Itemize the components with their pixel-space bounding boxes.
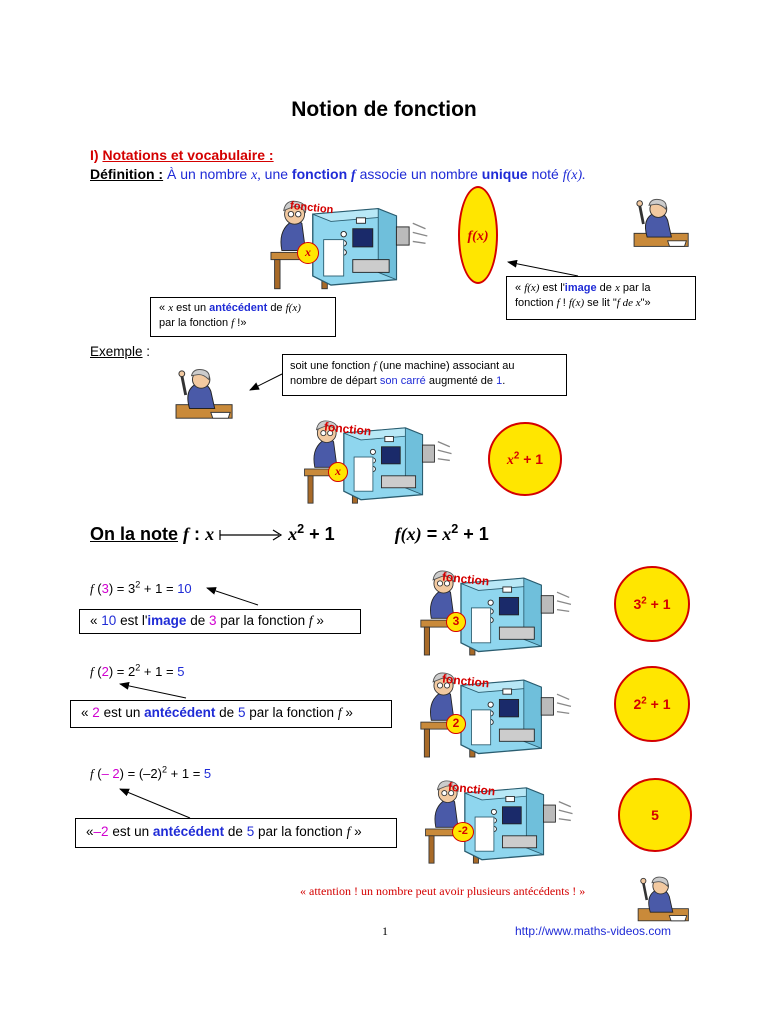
arrow <box>250 374 282 390</box>
box-text: est un <box>112 824 150 839</box>
example-equation <box>90 581 192 597</box>
bubble-fx: f(x) <box>524 282 540 294</box>
professor-icon <box>632 874 698 926</box>
box-strong: antécédent <box>152 824 225 839</box>
quote-open: « <box>86 824 94 839</box>
eq-text: = (–2) <box>127 766 162 781</box>
machine-drawing <box>410 776 600 870</box>
bubble-f: f <box>556 297 560 309</box>
note-plus2: + 1 <box>463 524 489 544</box>
eq-f: f <box>90 581 94 596</box>
output-circle <box>614 666 690 742</box>
note-sup2: 2 <box>451 522 459 536</box>
eq-arg: 3 <box>101 581 109 596</box>
page-title: Notion de fonction <box>291 98 477 121</box>
machine-illustration <box>410 776 600 870</box>
arrow <box>207 588 258 605</box>
output-base: 3 <box>633 596 642 612</box>
note-f: f <box>183 524 190 544</box>
note-sup: 2 <box>297 522 305 536</box>
bubble-text: fonction <box>515 297 554 309</box>
bubble-text: ! <box>562 297 566 309</box>
machine-label: fonction <box>447 779 496 799</box>
eq-text: + 1 = <box>170 766 201 781</box>
bubble-strong: image <box>564 282 597 294</box>
arrow <box>120 684 186 698</box>
output-circle <box>618 778 692 852</box>
quote-close: » <box>316 613 324 628</box>
note-x: x <box>205 524 215 544</box>
eq-f: f <box>90 664 94 679</box>
bubble-text: est un <box>176 302 207 314</box>
exemple-dot: . <box>502 375 506 387</box>
machine-drawing <box>404 566 600 662</box>
box-f: f <box>308 613 313 628</box>
on-la-note-line <box>90 524 489 545</box>
eq-paren: ( <box>97 766 102 781</box>
definition-text: associe un nombre <box>359 166 478 182</box>
eq-text: + 1 = <box>143 581 174 596</box>
quote-close: !» <box>237 317 247 329</box>
example-equation <box>90 664 184 680</box>
bubble-text: est l' <box>542 282 565 294</box>
note-x3: x <box>442 524 452 544</box>
output-sup: 2 <box>641 595 647 607</box>
exemple-colon: : <box>146 344 151 359</box>
exemple-text: soit une fonction <box>290 360 371 372</box>
eq-paren: ) <box>108 664 114 679</box>
box-text: par la fonction <box>257 824 343 839</box>
machine-illustration <box>404 566 600 662</box>
footer-url-link[interactable]: http://www.maths-videos.com <box>515 924 672 938</box>
box-text: de <box>219 705 235 720</box>
bubble-fx: f(x) <box>285 302 301 314</box>
machine-drawing <box>404 668 600 764</box>
page-number: 1 <box>382 924 388 938</box>
bubble-strong: antécédent <box>209 302 268 314</box>
eq-arg: – 2 <box>101 766 120 781</box>
bubble-fx: f(x) <box>568 297 585 309</box>
box-text: est un <box>103 705 141 720</box>
exemple-text: nombre de départ <box>290 375 377 387</box>
output-base: 5 <box>651 807 659 823</box>
box-b: 5 <box>237 705 246 720</box>
exemple-label: Exemple <box>90 344 143 359</box>
bubble-text: par la <box>622 282 651 294</box>
example-equation <box>90 766 211 782</box>
output-base: x <box>506 453 514 468</box>
note-eq: = <box>426 524 438 544</box>
note-plus: + 1 <box>309 524 335 544</box>
definition-text: noté <box>531 166 559 182</box>
output-plus: + 1 <box>650 596 671 612</box>
machine-label: fonction <box>289 199 334 217</box>
quote-open: « <box>159 302 166 314</box>
eq-text: + 1 = <box>143 664 174 679</box>
machine-input: -2 <box>452 822 474 842</box>
arrow <box>508 262 578 276</box>
definition-text: une <box>264 166 289 182</box>
box-a: 10 <box>101 613 117 628</box>
box-text: de <box>227 824 243 839</box>
professor-icon <box>172 366 240 424</box>
box-text: par la fonction <box>220 613 306 628</box>
note-colon: : <box>194 524 201 544</box>
machine-illustration <box>286 416 482 510</box>
box-f: f <box>337 705 342 720</box>
eq-f: f <box>90 766 94 781</box>
eq-paren: ) <box>119 766 125 781</box>
machine-input: 2 <box>446 714 466 734</box>
quote-open: « <box>90 613 98 628</box>
definition-f: f <box>351 168 356 183</box>
definition-x: x, <box>251 168 261 183</box>
example-box <box>70 700 392 728</box>
output-sup: 2 <box>641 695 647 707</box>
eq-sup: 2 <box>135 579 141 590</box>
eq-sup: 2 <box>161 764 168 775</box>
output-base: 2 <box>633 696 642 712</box>
box-strong: antécédent <box>144 705 216 720</box>
machine-label: fonction <box>323 419 372 439</box>
example-box <box>75 818 397 848</box>
output-circle <box>488 422 562 496</box>
output-circle <box>614 566 690 642</box>
attention-note: « attention ! un nombre peut avoir plusieurs antécédents ! » <box>300 884 586 898</box>
quote-close: » <box>345 705 353 720</box>
bubble-text: de <box>599 282 612 294</box>
box-a: 2 <box>92 705 100 720</box>
box-b: 5 <box>246 824 255 839</box>
output-plus: + 1 <box>523 451 544 467</box>
eq-result: 10 <box>177 581 192 596</box>
box-f: f <box>346 824 351 839</box>
eq-paren: ( <box>97 664 102 679</box>
machine-label: fonction <box>441 569 490 589</box>
eq-paren: ( <box>97 581 102 596</box>
machine-input-x: x <box>297 242 319 264</box>
bubble-text: se lit " <box>587 297 617 309</box>
exemple-box <box>282 354 567 396</box>
machine-input: 3 <box>446 612 466 632</box>
bubble-x: x <box>614 282 620 294</box>
box-strong: image <box>147 613 187 628</box>
eq-sup: 2 <box>135 662 141 673</box>
example-box <box>79 609 361 634</box>
machine-illustration <box>404 668 600 764</box>
box-text: est l' <box>120 613 148 628</box>
note-fx: f(x) <box>394 524 422 544</box>
bubble-f: f <box>231 317 235 329</box>
quote-open: « <box>81 705 89 720</box>
exemple-text: augmenté de <box>428 375 494 387</box>
output-sup: 2 <box>513 450 520 462</box>
eq-result: 5 <box>177 664 185 679</box>
bubble-text: par la fonction <box>159 317 229 329</box>
box-text: par la fonction <box>249 705 335 720</box>
eq-result: 5 <box>203 766 212 781</box>
arrow <box>120 789 190 818</box>
exemple-one: 1 <box>496 375 503 387</box>
quote-close: » <box>354 824 362 839</box>
bubble-fdex: f de x <box>616 297 641 309</box>
eq-text: = 3 <box>116 581 136 596</box>
machine-label: fonction <box>441 671 490 691</box>
definition-fonction: fonction <box>291 166 348 182</box>
output-plus: + 1 <box>650 696 671 712</box>
on-la-note-label: On la note <box>90 524 179 544</box>
maps-to-arrow-icon <box>219 528 283 542</box>
definition-label: Définition : <box>90 166 164 182</box>
exemple-heading <box>90 344 150 359</box>
definition-unique: unique <box>481 166 528 182</box>
exemple-f: f <box>373 360 377 372</box>
exemple-carre: son carré <box>379 375 426 387</box>
box-b: 3 <box>209 613 217 628</box>
box-text: de <box>190 613 206 628</box>
bubble-text: de <box>270 302 283 314</box>
exemple-text: (une machine) associant au <box>379 360 515 372</box>
eq-text: = 2 <box>116 664 136 679</box>
definition-text: À un nombre <box>167 166 248 182</box>
output-oval-fx: f(x) <box>458 186 498 284</box>
eq-paren: ) <box>108 581 114 596</box>
machine-input-x: x <box>328 462 348 482</box>
section-label: Notations et vocabulaire : <box>102 147 274 163</box>
machine-drawing <box>286 416 482 510</box>
definition-fx: f(x). <box>562 168 586 183</box>
quote-open: « <box>515 282 522 294</box>
bubble-x: x <box>168 302 174 314</box>
box-a: –2 <box>93 824 109 839</box>
quote-close: "» <box>640 297 651 309</box>
note-x2: x <box>288 524 298 544</box>
section-number: I) <box>90 147 99 163</box>
eq-arg: 2 <box>101 664 109 679</box>
